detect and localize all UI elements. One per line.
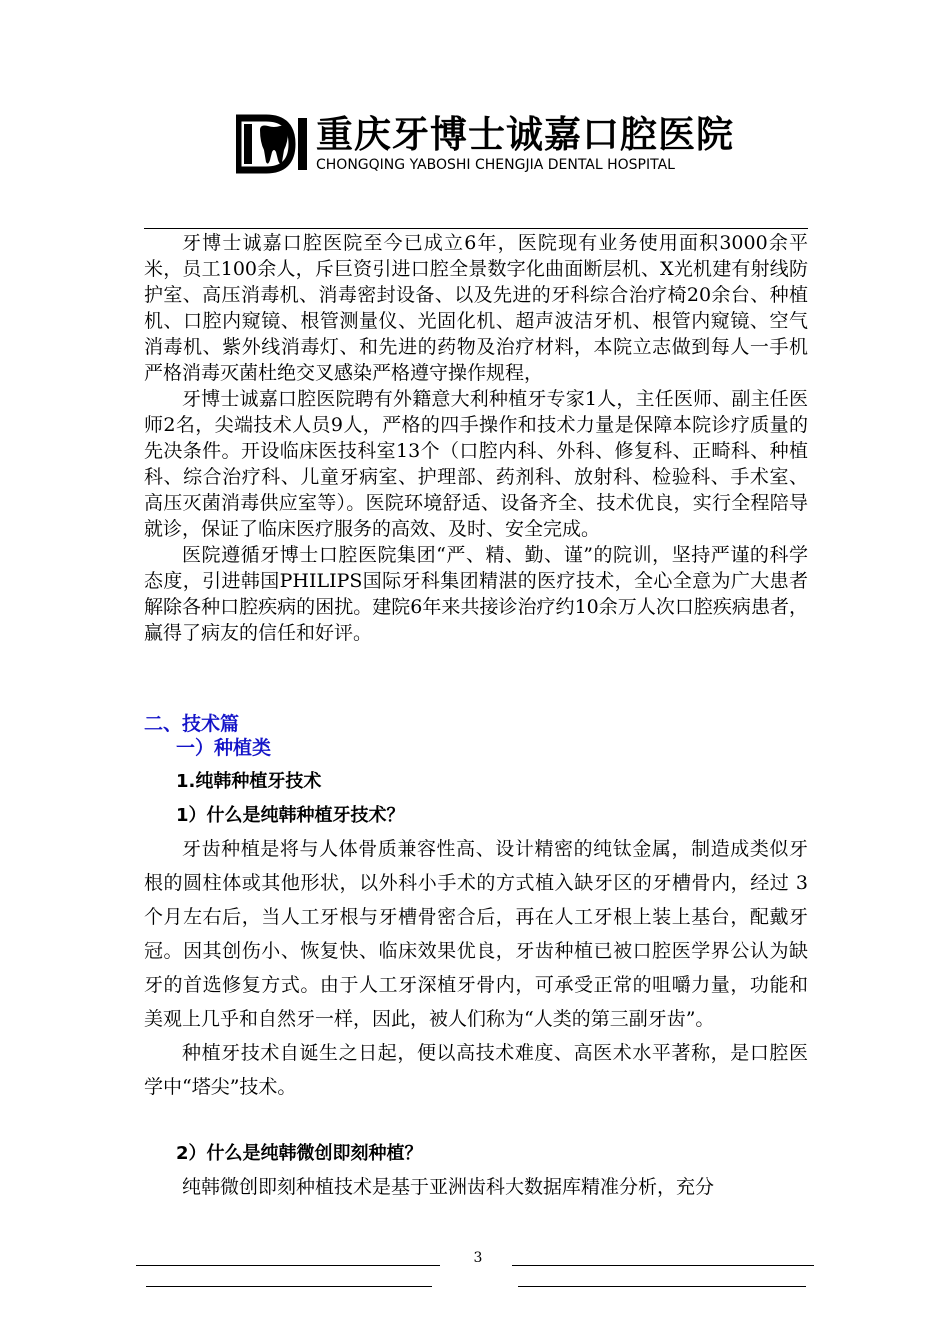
hospital-logo (236, 112, 734, 178)
hospital-name-en: CHONGQING YABOSHI CHENGJIA DENTAL HOSPITAL (316, 157, 675, 173)
footer-rule-left-bottom (146, 1286, 432, 1287)
section-subtitle: 一）种植类 (176, 737, 272, 759)
intro-paragraph-2: 牙博士诚嘉口腔医院聘有外籍意大利种植牙专家1人，主任医师、副主任医师2名，尖端技术人员9人，严格的四手操作和技术力量是保障本院诊疗质量的先决条件。开设临床医技科室13个（口腔内科、外科、修复科、正畸科、种植科、综合治疗科、儿童牙病室、护理部、药剂科、放射科、检验科、手术室、高压灭菌消毒供应室等）。医院环境舒适、设备齐全、技术优良，实行全程陪导就诊，保证了临床医疗服务的高效、及时、安全完成。 (144, 388, 808, 540)
intro-section (144, 230, 808, 646)
answer-paragraph-2: 种植牙技术自诞生之日起，便以高技术难度、高医术水平著称，是口腔医学中“塔尖”技术。 (144, 1042, 808, 1098)
question-2-answer (144, 1170, 808, 1204)
tooth-logo-icon (236, 114, 310, 174)
question-1-heading: 1）什么是纯韩种植牙技术？ (176, 805, 405, 826)
section-title: 二、技术篇 (144, 713, 240, 735)
question-2-heading: 2）什么是纯韩微创即刻种植？ (176, 1143, 423, 1164)
footer-rule-left-top (136, 1265, 440, 1266)
footer-rule-right-bottom (518, 1286, 806, 1287)
answer-paragraph-3: 纯韩微创即刻种植技术是基于亚洲齿科大数据库精准分析，充分 (182, 1176, 715, 1198)
footer-rule-right-top (512, 1265, 814, 1266)
page-number: 3 (473, 1250, 483, 1266)
answer-paragraph-1: 牙齿种植是将与人体骨质兼容性高、设计精密的纯钛金属，制造成类似牙根的圆柱体或其他形状，以外科小手术的方式植入缺牙区的牙槽骨内，经过 3个月左右后，当人工牙根与牙槽骨密合后，再在人工牙根上装上基台，配戴牙冠。因其创伤小、恢复快、临床效果优良，牙齿种植已被口腔医学界公认为缺牙的首选修复方式。由于人工牙深植牙骨内，可承受正常的咀嚼力量，功能和美观上几乎和自然牙一样，因此，被人们称为“人类的第三副牙齿”。 (144, 838, 808, 1030)
question-1-answer (144, 832, 808, 1104)
header-divider (144, 228, 808, 229)
hospital-name-cn: 重庆牙博士诚嘉口腔医院 (316, 113, 734, 156)
heading-implant-technique: 1.纯韩种植牙技术 (176, 771, 322, 792)
intro-paragraph-1: 牙博士诚嘉口腔医院至今已成立6年，医院现有业务使用面积3000余平米，员工100余人，斥巨资引进口腔全景数字化曲面断层机、X光机建有射线防护室、高压消毒机、消毒密封设备、以及先进的牙科综合治疗椅20余台、种植机、口腔内窥镜、根管测量仪、光固化机、超声波洁牙机、根管内窥镜、空气消毒机、紫外线消毒灯、和先进的药物及治疗材料，本院立志做到每人一手机严格消毒灭菌杜绝交叉感染严格遵守操作规程， (144, 232, 808, 384)
intro-paragraph-3: 医院遵循牙博士口腔医院集团“严、精、勤、谨”的院训，坚持严谨的科学态度，引进韩国PHILIPS国际牙科集团精湛的医疗技术，全心全意为广大患者解除各种口腔疾病的困扰。建院6年来共接诊治疗约10余万人次口腔疾病患者，赢得了病友的信任和好评。 (144, 544, 808, 644)
